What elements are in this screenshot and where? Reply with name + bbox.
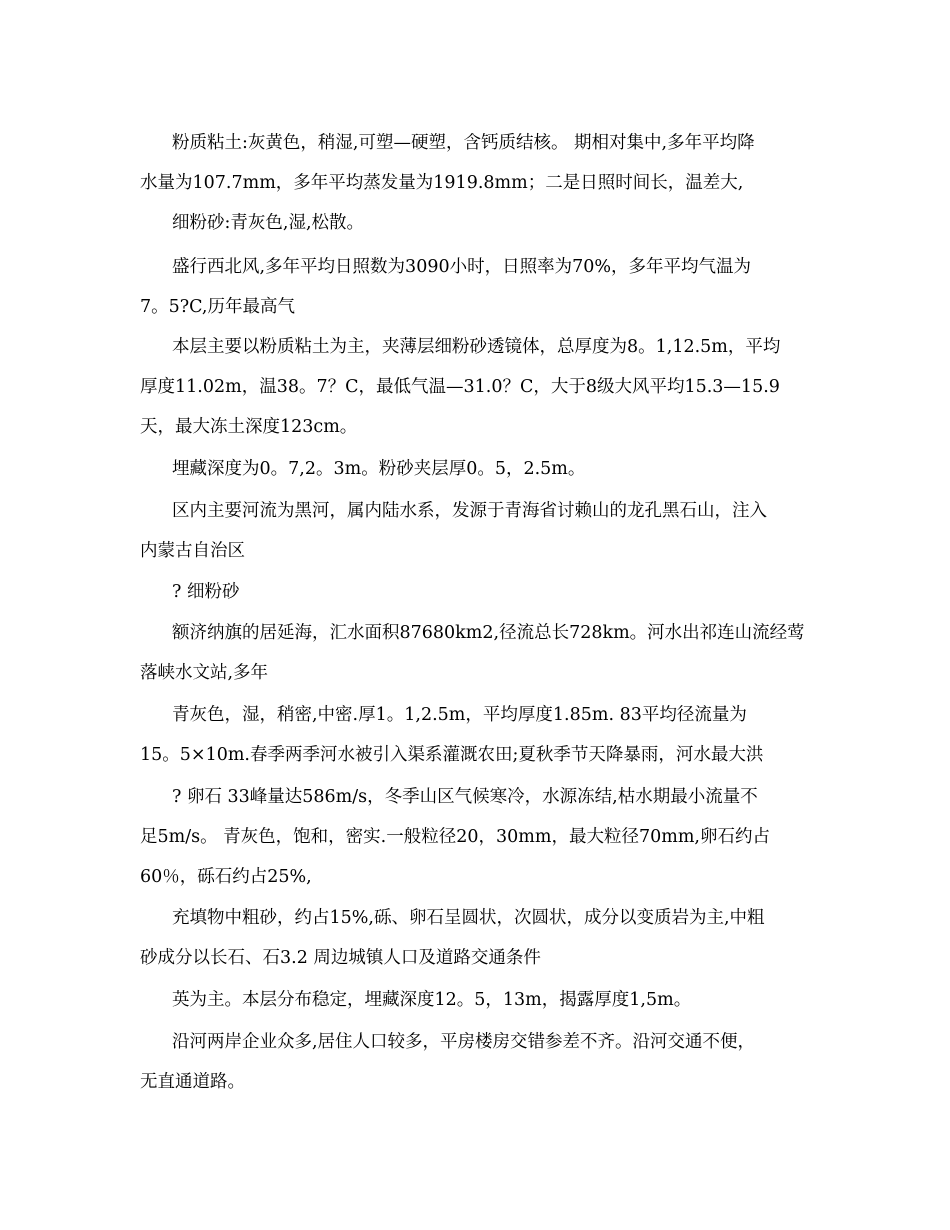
text-line: ? 卵石 33峰量达586m/s，冬季山区气候寒冷，水源冻结,枯水期最小流量不 [172, 787, 758, 807]
text-line: 7。5?C,历年最高气 [140, 297, 295, 317]
text-line: 盛行西北风,多年平均日照数为3090小时，日照率为70%，多年平均气温为 [172, 257, 751, 277]
text-line: 落峡水文站,多年 [140, 663, 269, 683]
text-line: 内蒙古自治区 [140, 541, 245, 561]
text-line: 无直通道路。 [140, 1072, 245, 1092]
text-line: 细粉砂:青灰色,湿,松散。 [172, 213, 365, 233]
text-line: 15。5×10m.春季两季河水被引入渠系灌溉农田;夏秋季节天降暴雨，河水最大洪 [140, 745, 764, 765]
text-line: 足5m/s。 青灰色，饱和，密实.一般粒径20，30mm，最大粒径70mm,卵石约占 [140, 827, 770, 847]
text-line: 额济纳旗的居延海，汇水面积87680km2,径流总长728km。河水出祁连山流经莺 [172, 623, 805, 643]
text-line: 粉质粘土:灰黄色，稍湿,可塑—硬塑，含钙质结核。 期相对集中,多年平均降 [172, 133, 755, 153]
text-line: 60％，砾石约占25%, [140, 867, 312, 887]
text-line: 本层主要以粉质粘土为主，夹薄层细粉砂透镜体，总厚度为8。1,12.5m，平均 [172, 337, 781, 357]
text-line: 厚度11.02m，温38。7？C，最低气温—31.0？C，大于8级大风平均15.3—15.9 [140, 377, 780, 397]
text-line: 英为主。本层分布稳定，埋藏深度12。5，13m，揭露厚度1,5m。 [172, 990, 692, 1010]
text-line: 天，最大冻土深度123cm。 [140, 417, 358, 437]
text-line: 砂成分以长石、石3.2 周边城镇人口及道路交通条件 [140, 948, 541, 968]
text-line: 沿河两岸企业众多,居住人口较多，平房楼房交错参差不齐。沿河交通不便， [172, 1032, 756, 1052]
text-line: 区内主要河流为黑河，属内陆水系，发源于青海省讨赖山的龙孔黑石山，注入 [172, 501, 767, 521]
text-line: ? 细粉砂 [172, 582, 240, 602]
text-line: 充填物中粗砂，约占15%,砾、卵石呈圆状，次圆状，成分以变质岩为主,中粗 [172, 908, 765, 928]
text-line: 水量为107.7mm，多年平均蒸发量为1919.8mm；二是日照时间长，温差大, [140, 173, 744, 193]
text-line: 青灰色，湿，稍密,中密.厚1。1,2.5m，平均厚度1.85m. 83平均径流量为 [172, 705, 747, 725]
text-line: 埋藏深度为0。7,2。3m。粉砂夹层厚0。5，2.5m。 [172, 459, 586, 479]
